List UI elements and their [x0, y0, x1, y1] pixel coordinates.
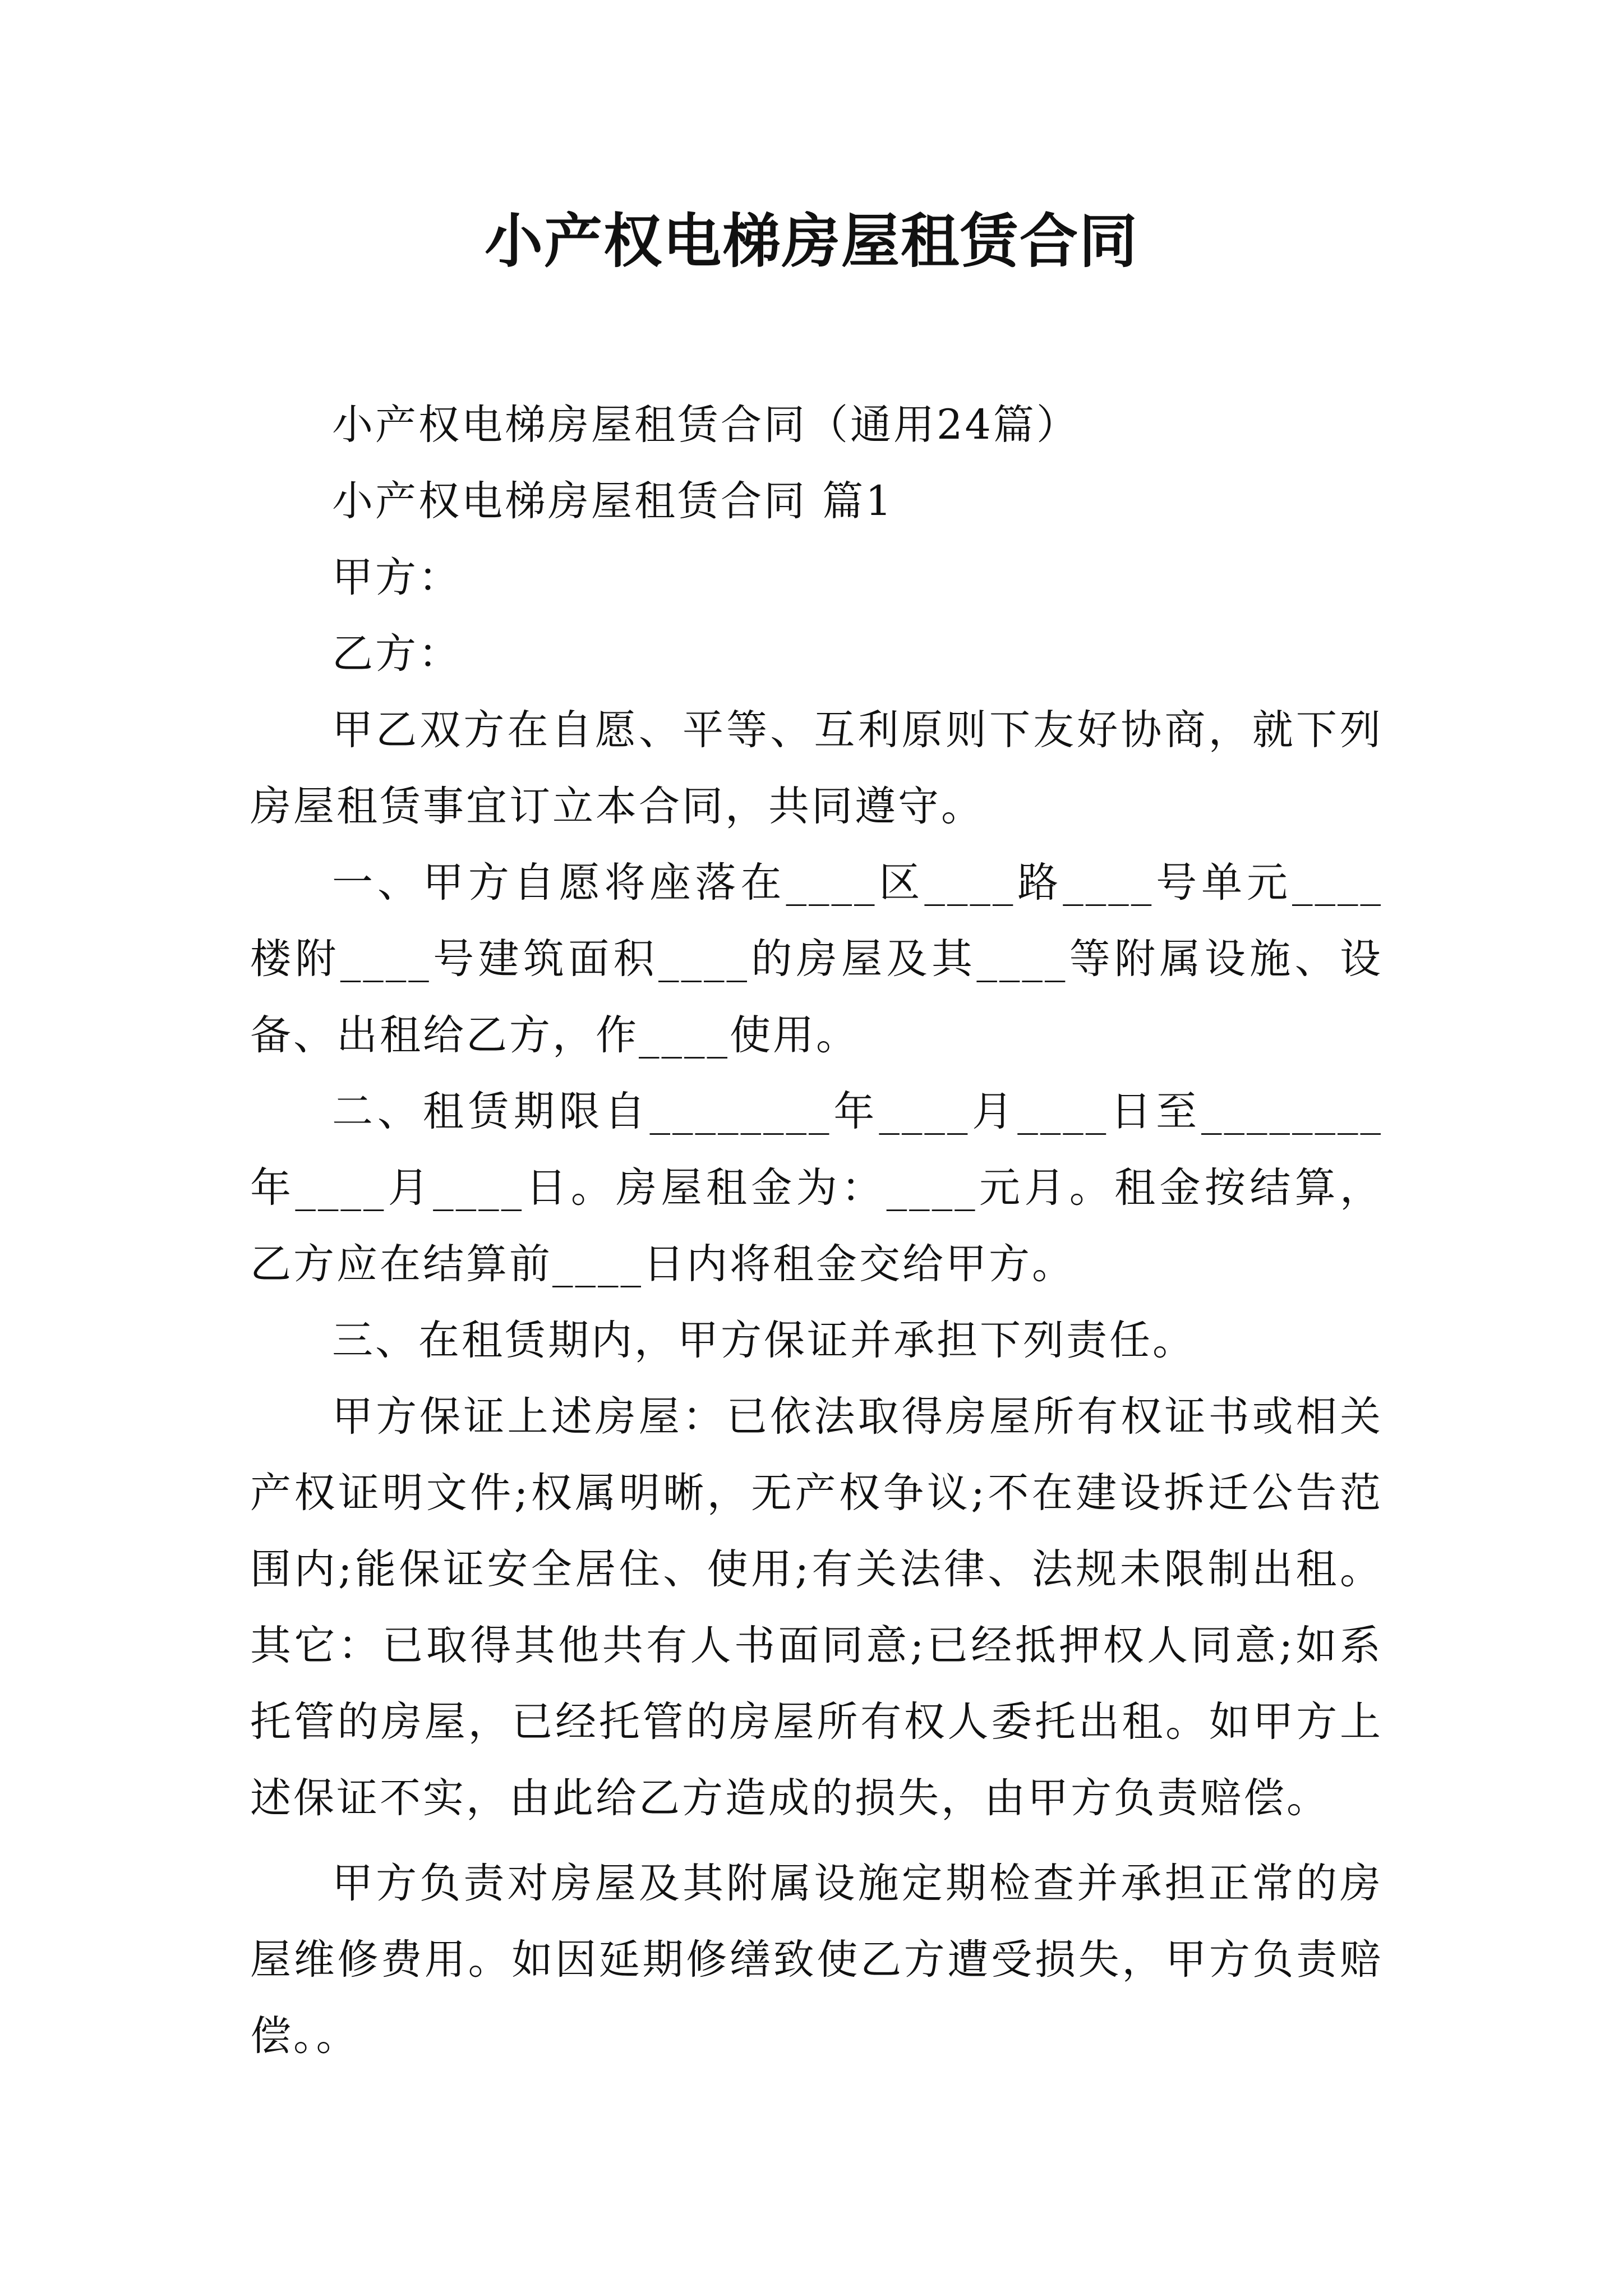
paragraph-clause-1: 一、甲方自愿将座落在____区____路____号单元____楼附____号建筑面积____的房屋及其____等附属设施、设备、出租给乙方，作____使用。	[250, 859, 1383, 1059]
paragraph-guarantee: 甲方保证上述房屋：已依法取得房屋所有权证书或相关产权证明文件;权属明晰，无产权争议;不在建设拆迁公告范围内;能保证安全居住、使用;有关法律、法规未限制出租。其它：已取得其他共有人书面同意;已经抵押权人同意;如系托管的房屋，已经托管的房屋所有权人委托出租。如甲方上述保证不实，由此给乙方造成的损失，由甲方负责赔偿。	[250, 1393, 1383, 1822]
paragraph-clause-3: 三、在租赁期内，甲方保证并承担下列责任。	[332, 1317, 1196, 1364]
paragraph-maintenance: 甲方负责对房屋及其附属设施定期检查并承担正常的房屋维修费用。如因延期修缮致使乙方遭受损失，甲方负责赔偿。。	[250, 1860, 1383, 2060]
paragraph-subtitle: 小产权电梯房屋租赁合同（通用24篇）	[332, 401, 1080, 449]
document-title: 小产权电梯房屋租赁合同	[484, 207, 1138, 275]
document-body	[250, 387, 1383, 2074]
paragraph-party-a: 甲方：	[332, 554, 462, 601]
paragraph-section-heading: 小产权电梯房屋租赁合同 篇1	[332, 477, 894, 525]
paragraph-party-b: 乙方：	[332, 630, 462, 678]
paragraph-clause-2: 二、租赁期限自________年____月____日至________年____月____日。房屋租金为：____元月。租金按结算，乙方应在结算前____日内将租金交给甲方。	[250, 1088, 1383, 1288]
paragraph-preamble: 甲乙双方在自愿、平等、互利原则下友好协商，就下列房屋租赁事宜订立本合同，共同遵守。	[250, 706, 1383, 830]
